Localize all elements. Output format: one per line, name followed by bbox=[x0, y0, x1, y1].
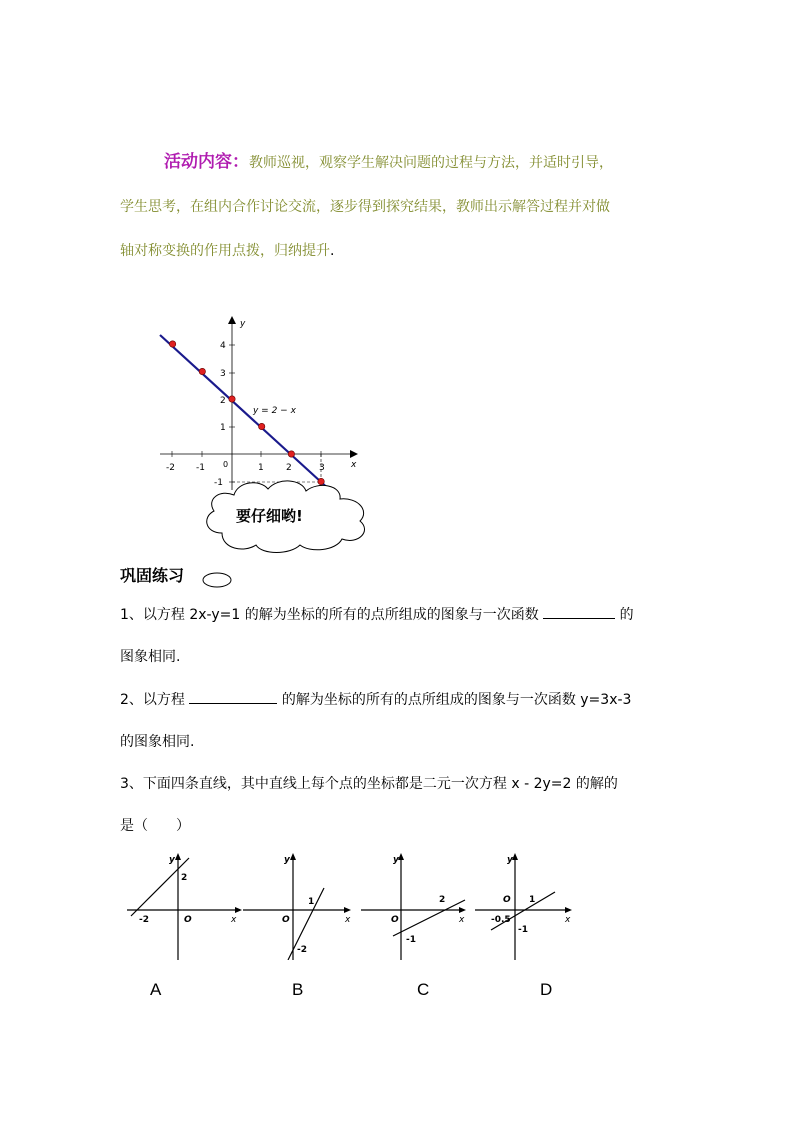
svg-text:2: 2 bbox=[439, 895, 446, 905]
activity-line-1: 教师巡视，观察学生解决问题的过程与方法，并适时引导， bbox=[249, 155, 613, 171]
question-2-text-c: 的图象相同. bbox=[120, 734, 195, 750]
x-axis-arrow-icon bbox=[350, 450, 358, 458]
svg-text:O: O bbox=[503, 895, 511, 905]
question-2 bbox=[120, 679, 676, 763]
x-tick: -2 bbox=[166, 463, 175, 473]
function-line bbox=[160, 335, 332, 492]
activity-end: . bbox=[330, 243, 335, 259]
data-point bbox=[199, 368, 205, 374]
option-b-label[interactable]: B bbox=[292, 980, 304, 999]
svg-text:y: y bbox=[284, 855, 290, 865]
question-1-text-a: 1、以方程 2x-y=1 的解为坐标的所有的点所组成的图象与一次函数 bbox=[120, 607, 539, 623]
data-point bbox=[288, 451, 294, 457]
svg-text:x: x bbox=[231, 915, 237, 925]
y-axis-label: y bbox=[240, 319, 246, 329]
y-tick: 1 bbox=[220, 423, 226, 433]
option-d-graph bbox=[475, 853, 572, 960]
svg-text:1: 1 bbox=[529, 895, 536, 905]
svg-text:x: x bbox=[459, 915, 465, 925]
option-graphs bbox=[125, 850, 585, 960]
question-3-text-b: 是（ ） bbox=[120, 818, 190, 834]
x-tick: 1 bbox=[258, 463, 264, 473]
question-1-text-b: 的 bbox=[619, 607, 634, 623]
x-tick: 2 bbox=[286, 463, 292, 473]
question-3 bbox=[120, 763, 676, 847]
practice-title: 巩固练习 bbox=[120, 566, 185, 585]
question-1 bbox=[120, 594, 676, 678]
oval-shape bbox=[201, 571, 233, 589]
question-1-blank[interactable] bbox=[543, 617, 615, 619]
svg-text:x: x bbox=[345, 915, 351, 925]
svg-text:1: 1 bbox=[308, 897, 315, 907]
activity-line-2: 学生思考，在组内合作讨论交流，逐步得到探究结果，教师出示解答过程并对做 bbox=[120, 199, 610, 215]
option-c-label[interactable]: C bbox=[417, 980, 430, 999]
svg-text:y: y bbox=[393, 855, 399, 865]
data-point bbox=[259, 423, 265, 429]
question-2-blank[interactable] bbox=[189, 702, 277, 704]
svg-text:-1: -1 bbox=[406, 935, 416, 945]
question-3-text-a: 3、下面四条直线，其中直线上每个点的坐标都是二元一次方程 x - 2y=2 的解的 bbox=[120, 776, 618, 792]
y-tick: -1 bbox=[214, 478, 223, 488]
activity-label: 活动内容： bbox=[164, 152, 249, 172]
svg-text:-0.5: -0.5 bbox=[491, 915, 511, 925]
option-c-graph bbox=[361, 853, 466, 960]
cloud-callout bbox=[200, 475, 375, 555]
x-axis-label: x bbox=[351, 460, 357, 470]
svg-text:2: 2 bbox=[181, 873, 188, 883]
svg-text:-2: -2 bbox=[297, 945, 307, 955]
activity-paragraph bbox=[120, 140, 680, 273]
svg-text:O: O bbox=[282, 915, 290, 925]
y-axis-arrow-icon bbox=[228, 316, 236, 324]
svg-text:y: y bbox=[507, 855, 513, 865]
option-b-graph bbox=[243, 853, 351, 960]
y-tick: 3 bbox=[220, 369, 226, 379]
svg-text:-1: -1 bbox=[518, 925, 528, 935]
cloud-text: 要仔细哟! bbox=[236, 507, 303, 525]
x-tick: 3 bbox=[319, 463, 325, 473]
question-2-text-a: 2、以方程 bbox=[120, 692, 185, 708]
y-tick: 4 bbox=[220, 341, 226, 351]
function-equation: y = 2 − x bbox=[253, 406, 296, 416]
svg-text:x: x bbox=[565, 915, 571, 925]
option-a-label[interactable]: A bbox=[150, 980, 162, 999]
data-point bbox=[169, 341, 175, 347]
activity-line-3: 轴对称变换的作用点拨，归纳提升 bbox=[120, 243, 330, 259]
option-d-label[interactable]: D bbox=[540, 980, 553, 999]
svg-text:O: O bbox=[184, 915, 192, 925]
x-tick-origin: 0 bbox=[223, 460, 229, 469]
y-tick: 2 bbox=[220, 396, 226, 406]
x-tick: -1 bbox=[196, 463, 205, 473]
question-2-text-b: 的解为坐标的所有的点所组成的图象与一次函数 y=3x-3 bbox=[281, 692, 632, 708]
question-1-text-c: 图象相同. bbox=[120, 649, 181, 665]
data-point bbox=[229, 396, 235, 402]
svg-text:-2: -2 bbox=[139, 915, 149, 925]
svg-text:O: O bbox=[391, 915, 399, 925]
svg-text:y: y bbox=[169, 855, 175, 865]
option-a-graph bbox=[127, 853, 242, 960]
